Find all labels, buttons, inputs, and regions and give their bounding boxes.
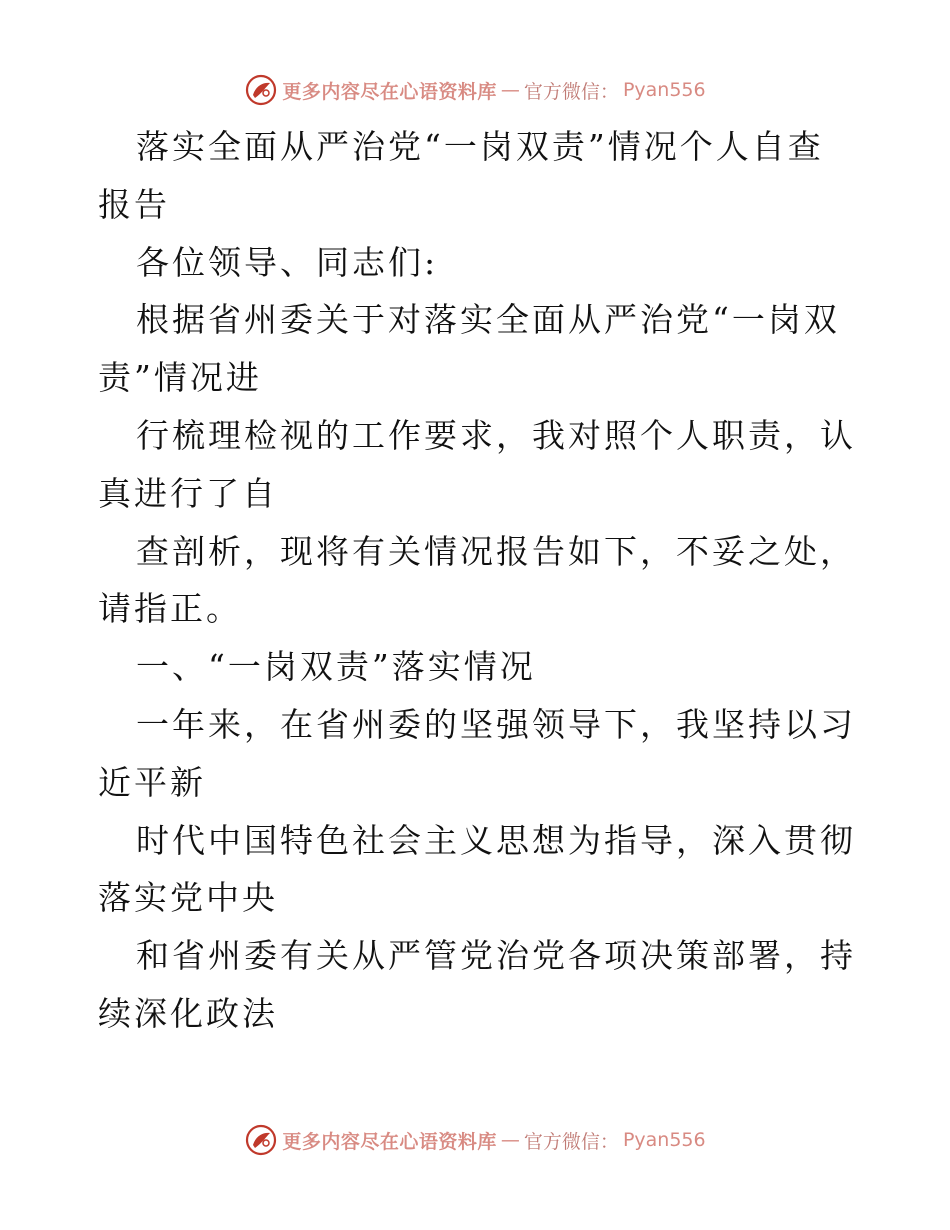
body-paragraph: 查剖析，现将有关情况报告如下，不妥之处，请指正。 xyxy=(98,531,856,629)
document-body xyxy=(98,118,858,1043)
watermark-wechat-label: 官方微信： xyxy=(523,80,619,103)
watermark-banner-bottom xyxy=(0,1120,950,1160)
body-paragraph: 一年来，在省州委的坚强领导下，我坚持以习近平新 xyxy=(98,704,856,802)
body-paragraph: 时代中国特色社会主义思想为指导，深入贯彻落实党中央 xyxy=(98,820,856,918)
body-paragraph: 行梳理检视的工作要求，我对照个人职责，认真进行了自 xyxy=(98,415,856,513)
watermark-dash: — xyxy=(500,1129,520,1151)
watermark-text: 更多内容尽在心语资料库 xyxy=(282,80,497,103)
salutation: 各位领导、同志们: xyxy=(136,242,439,282)
section-heading: 一、“一岗双责”落实情况 xyxy=(136,647,536,687)
brand-logo-icon xyxy=(244,73,278,107)
body-paragraph: 根据省州委关于对落实全面从严治党“一岗双责”情况进 xyxy=(98,300,840,398)
watermark-text: 更多内容尽在心语资料库 xyxy=(282,1130,497,1153)
body-paragraph: 和省州委有关从严管党治党各项决策部署，持续深化政法 xyxy=(98,936,856,1033)
watermark-wechat-id: Pyan556 xyxy=(622,79,706,101)
watermark-banner-top xyxy=(0,70,950,110)
watermark-wechat-label: 官方微信： xyxy=(523,1130,619,1153)
watermark-wechat-id: Pyan556 xyxy=(622,1129,706,1151)
document-title: 落实全面从严治党“一岗双责”情况个人自查报告 xyxy=(98,127,824,224)
watermark-dash: — xyxy=(500,79,520,101)
brand-logo-icon xyxy=(244,1123,278,1157)
